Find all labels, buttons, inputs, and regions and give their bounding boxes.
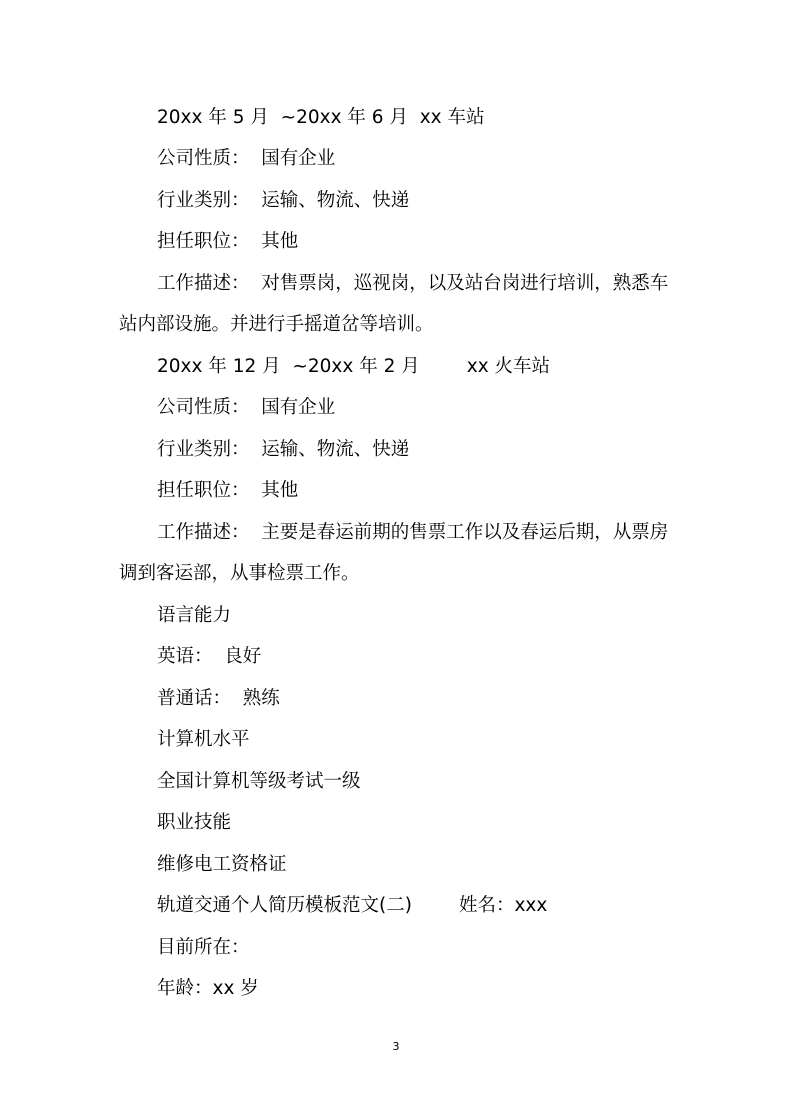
job1-industry: 行业类别： 运输、物流、快递	[157, 190, 410, 211]
job2-description: 工作描述： 主要是春运前期的售票工作以及春运后期，从票房	[157, 522, 669, 543]
job1-position: 担任职位： 其他	[157, 231, 299, 252]
job2-company-type: 公司性质： 国有企业	[157, 397, 336, 418]
english-level: 英语： 良好	[157, 646, 262, 667]
computer-heading: 计算机水平	[157, 729, 250, 750]
language-heading: 语言能力	[157, 605, 232, 626]
job2-position: 担任职位： 其他	[157, 480, 299, 501]
job1-company-type: 公司性质： 国有企业	[157, 148, 336, 169]
job2-industry: 行业类别： 运输、物流、快递	[157, 439, 410, 460]
resume-title-name: 轨道交通个人简历模板范文(二) 姓名：xxx	[157, 895, 548, 916]
job2-period: 20xx 年 12 月 ~20xx 年 2 月 xx 火车站	[157, 356, 551, 377]
age: 年龄：xx 岁	[157, 978, 259, 999]
job1-description: 工作描述： 对售票岗，巡视岗，以及站台岗进行培训，熟悉车	[157, 273, 669, 294]
page-number: 3	[392, 1040, 400, 1053]
mandarin-level: 普通话： 熟练	[157, 688, 280, 709]
computer-level: 全国计算机等级考试一级	[157, 771, 361, 792]
skills-heading: 职业技能	[157, 812, 232, 833]
skills-certificate: 维修电工资格证	[157, 854, 287, 875]
current-location: 目前所在：	[157, 937, 250, 958]
job1-period: 20xx 年 5 月 ~20xx 年 6 月 xx 车站	[157, 107, 485, 128]
job2-description-continued: 调到客运部，从事检票工作。	[119, 563, 360, 584]
job1-description-continued: 站内部设施。并进行手摇道岔等培训。	[119, 314, 434, 335]
